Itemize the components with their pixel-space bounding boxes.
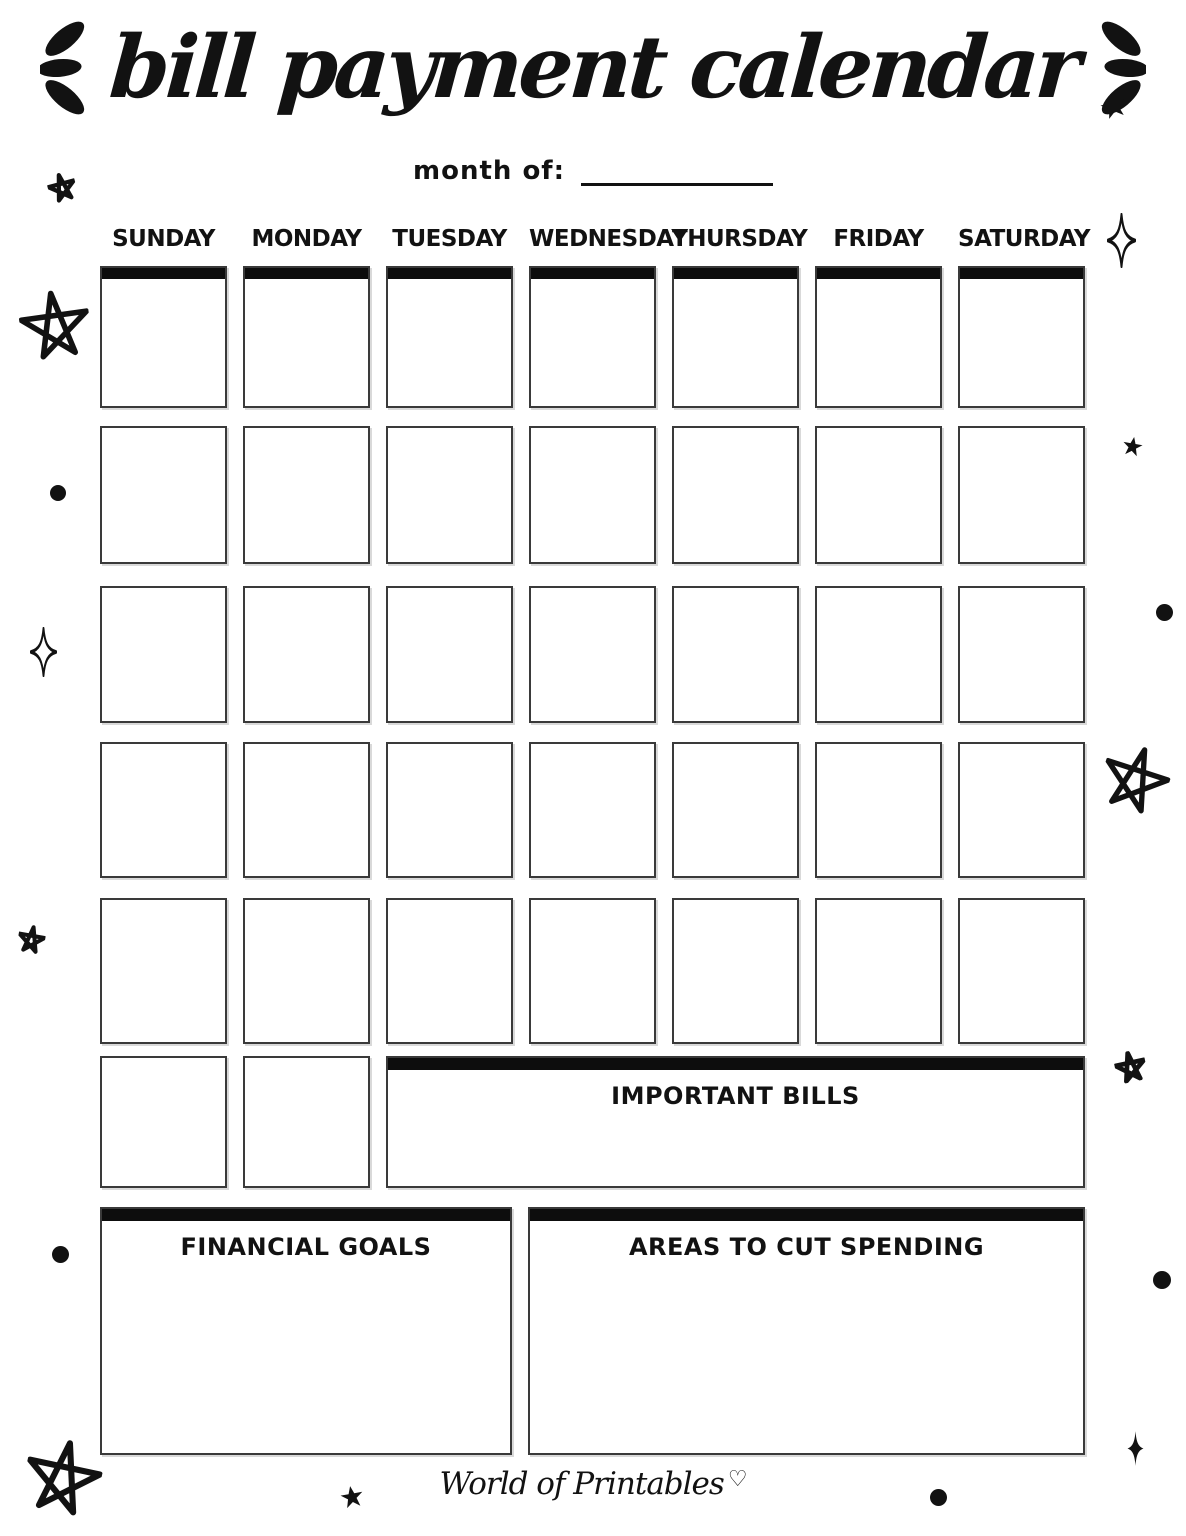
calendar-cell-r5c5[interactable] <box>672 898 799 1044</box>
cell-header-bar <box>531 268 654 279</box>
doodle-star-icon <box>1112 1048 1149 1085</box>
doodle-star-icon <box>15 281 95 366</box>
calendar-cell-r4c4[interactable] <box>529 742 656 878</box>
calendar-cell-r2c3[interactable] <box>386 426 513 564</box>
doodle-star-icon <box>18 1429 109 1523</box>
important-bills-title: IMPORTANT BILLS <box>611 1082 860 1110</box>
footer-brand: World of Printables <box>439 1466 724 1502</box>
areas-to-cut-spending-section <box>528 1207 1085 1455</box>
dot-icon <box>1156 604 1173 621</box>
cell-header-bar <box>245 268 368 279</box>
dot-icon <box>930 1489 947 1506</box>
day-header-thursday: THURSDAY <box>672 226 808 252</box>
cell-header-bar <box>102 268 225 279</box>
calendar-cell-r5c1[interactable] <box>100 898 227 1044</box>
calendar-cell-r3c1[interactable] <box>100 586 227 723</box>
calendar-cell-r4c5[interactable] <box>672 742 799 878</box>
calendar-cell-r3c3[interactable] <box>386 586 513 723</box>
calendar-cell-r4c3[interactable] <box>386 742 513 878</box>
footer <box>0 1466 1186 1502</box>
cell-header-bar <box>388 268 511 279</box>
calendar-cell-r3c4[interactable] <box>529 586 656 723</box>
calendar-cell-r5c6[interactable] <box>815 898 942 1044</box>
financial-goals-writing-area[interactable] <box>102 1265 510 1453</box>
calendar-cell-r6c2[interactable] <box>243 1056 370 1188</box>
cell-header-bar <box>960 268 1083 279</box>
cell-header-bar <box>674 268 797 279</box>
filled-star-icon <box>1120 432 1145 460</box>
day-header-tuesday: TUESDAY <box>392 226 507 252</box>
month-of-label: month of: <box>412 156 566 186</box>
calendar-cell-r1c2[interactable] <box>243 266 370 408</box>
sparkle-icon <box>1127 1430 1144 1467</box>
calendar-cell-r2c1[interactable] <box>100 426 227 564</box>
day-header-saturday: SATURDAY <box>958 226 1091 252</box>
important-bills-section <box>386 1056 1085 1188</box>
day-header-friday: FRIDAY <box>833 226 924 252</box>
cell-header-bar <box>817 268 940 279</box>
calendar-cell-r1c7[interactable] <box>958 266 1085 408</box>
areas-to-cut-spending-writing-area[interactable] <box>530 1265 1083 1453</box>
calendar-cell-r4c1[interactable] <box>100 742 227 878</box>
day-header-monday: MONDAY <box>251 226 362 252</box>
filled-star-icon <box>338 1482 366 1512</box>
calendar-cell-r5c4[interactable] <box>529 898 656 1044</box>
calendar-cell-r1c3[interactable] <box>386 266 513 408</box>
calendar-cell-r1c6[interactable] <box>815 266 942 408</box>
calendar-cell-r4c7[interactable] <box>958 742 1085 878</box>
areas-to-cut-spending-header-bar <box>530 1209 1083 1221</box>
financial-goals-header-bar <box>102 1209 510 1221</box>
calendar-cell-r3c5[interactable] <box>672 586 799 723</box>
doodle-star-icon <box>16 922 48 956</box>
day-header-wednesday: WEDNESDAY <box>529 226 688 252</box>
calendar-cell-r2c6[interactable] <box>815 426 942 564</box>
calendar-cell-r3c2[interactable] <box>243 586 370 723</box>
calendar-cell-r5c3[interactable] <box>386 898 513 1044</box>
sparkle-icon <box>1107 213 1136 268</box>
sparkle-icon <box>30 627 57 677</box>
calendar-cell-r1c1[interactable] <box>100 266 227 408</box>
calendar-cell-r4c2[interactable] <box>243 742 370 878</box>
calendar-cell-r2c4[interactable] <box>529 426 656 564</box>
calendar-cell-r4c6[interactable] <box>815 742 942 878</box>
page-title: bill payment calendar <box>105 17 1081 118</box>
dot-icon <box>52 1246 69 1263</box>
financial-goals-title: FINANCIAL GOALS <box>180 1233 432 1261</box>
important-bills-header-bar <box>388 1058 1083 1070</box>
day-header-sunday: SUNDAY <box>112 226 215 252</box>
calendar-cell-r5c7[interactable] <box>958 898 1085 1044</box>
calendar-cell-r6c1[interactable] <box>100 1056 227 1188</box>
financial-goals-section <box>100 1207 512 1455</box>
calendar-cell-r3c7[interactable] <box>958 586 1085 723</box>
areas-to-cut-spending-title: AREAS TO CUT SPENDING <box>628 1233 985 1261</box>
dot-icon <box>1153 1271 1171 1289</box>
heart-icon: ♡ <box>727 1467 747 1492</box>
calendar-cell-r2c7[interactable] <box>958 426 1085 564</box>
calendar-cell-r2c5[interactable] <box>672 426 799 564</box>
dot-icon <box>50 485 66 501</box>
important-bills-writing-area[interactable] <box>388 1114 1083 1186</box>
calendar-cell-r1c4[interactable] <box>529 266 656 408</box>
calendar-cell-r2c2[interactable] <box>243 426 370 564</box>
calendar-cell-r5c2[interactable] <box>243 898 370 1044</box>
calendar-cell-r1c5[interactable] <box>672 266 799 408</box>
calendar-cell-r3c6[interactable] <box>815 586 942 723</box>
